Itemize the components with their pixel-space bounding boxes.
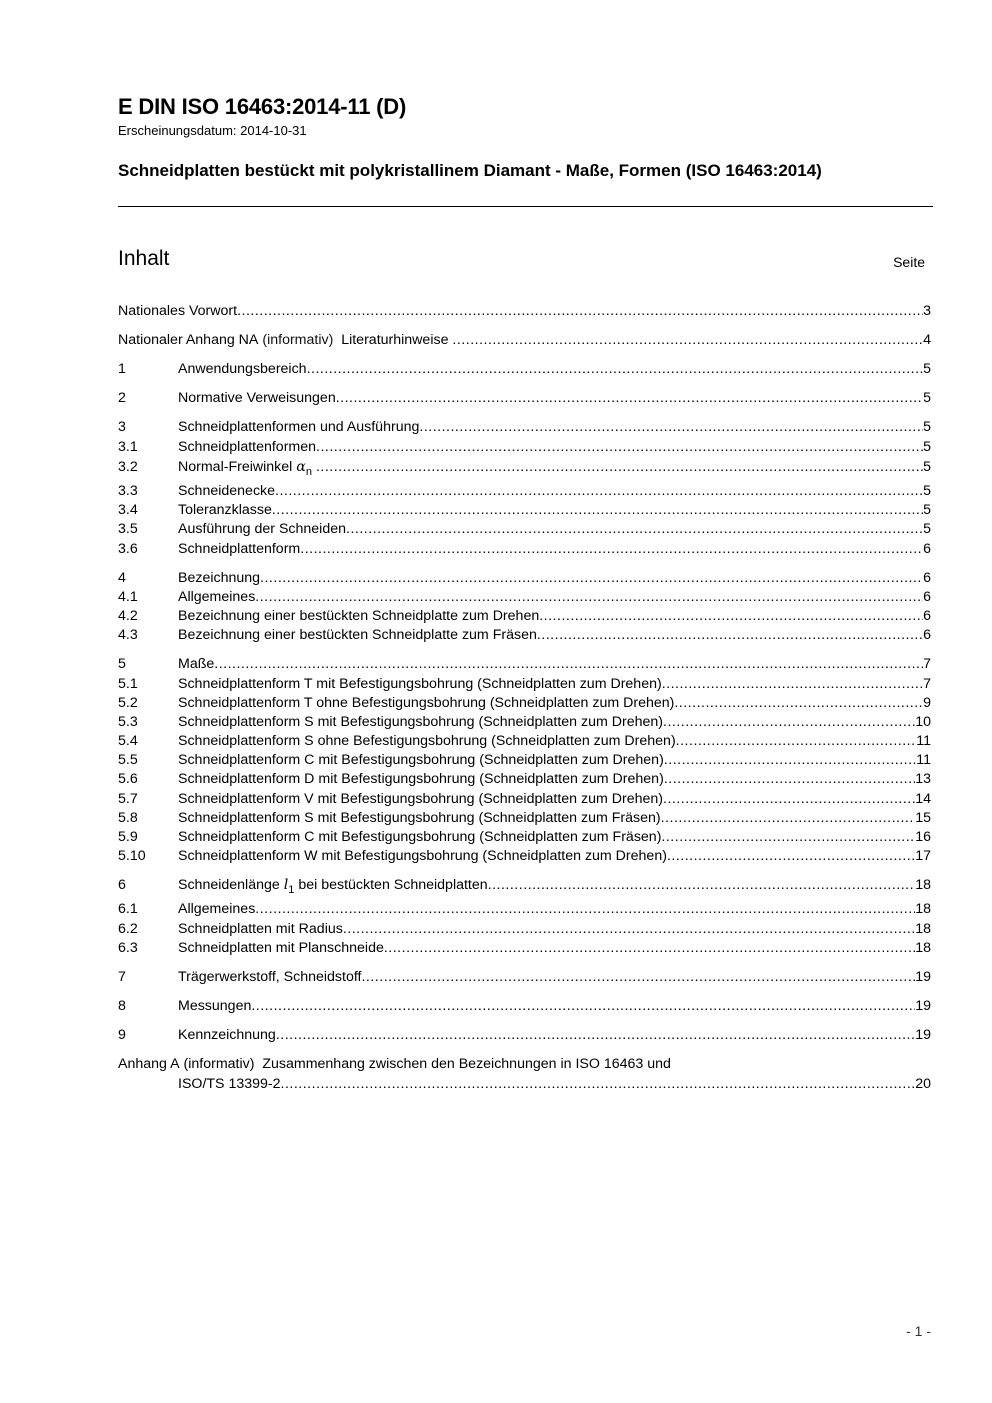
toc-entry-number: 5.2	[118, 695, 138, 711]
toc-entry-page: 5	[923, 419, 931, 435]
toc-leader	[275, 482, 923, 500]
toc-page-label: Seite	[893, 254, 925, 270]
toc-leader	[537, 626, 923, 644]
toc-leader	[676, 732, 917, 750]
toc-leader	[539, 607, 923, 625]
toc-entry-number: 5	[118, 656, 126, 672]
toc-entry-3-5[interactable]	[118, 520, 931, 538]
toc-entry-title: Schneidplattenform S ohne Befestigungsbohrung (Schneidplatten zum Drehen)	[178, 733, 676, 749]
toc-entry-title: Schneidplattenform T mit Befestigungsbohrung (Schneidplatten zum Drehen)	[178, 676, 662, 692]
toc-entry-page: 18	[915, 940, 931, 956]
toc-leader	[272, 501, 923, 519]
toc-entry-page: 13	[915, 771, 931, 787]
annex-title-line-1: Zusammenhang zwischen den Bezeichnungen in ISO 16463 und	[262, 1056, 671, 1072]
toc-entry-page: 19	[915, 1027, 931, 1043]
toc-leader	[674, 694, 923, 712]
alpha-symbol: α	[296, 459, 306, 475]
toc-entry-5-10[interactable]	[118, 847, 931, 865]
toc-entry-page: 5	[923, 483, 931, 499]
toc-entry-page: 5	[923, 361, 931, 377]
toc-leader	[664, 751, 916, 769]
toc-entry-title: Toleranzklasse	[178, 502, 272, 518]
toc-entry-4-1[interactable]	[118, 588, 931, 606]
toc-entry-title: Bezeichnung	[178, 570, 261, 586]
toc-entry-5-8[interactable]	[118, 809, 931, 827]
toc-entry-page: 19	[915, 998, 931, 1014]
symbol-subscript: n	[305, 465, 312, 478]
toc-entry-number: 3.3	[118, 483, 138, 499]
toc-entry-page: 6	[923, 570, 931, 586]
toc-entry-number: 7	[118, 969, 126, 985]
toc-entry-title	[178, 876, 488, 899]
toc-entry-page: 19	[915, 969, 931, 985]
toc-entry-3-1[interactable]	[118, 438, 931, 456]
toc-entry-5-6[interactable]	[118, 770, 931, 788]
toc-entry-number: 3.6	[118, 541, 138, 557]
toc-leader	[663, 713, 915, 731]
toc-entry-title: Allgemeines	[178, 589, 256, 605]
toc-entry-number: 6.3	[118, 940, 138, 956]
toc-entry-page: 6	[923, 541, 931, 557]
toc-entry-title: Schneidplattenform W mit Befestigungsbohrung (Schneidplatten zum Drehen)	[178, 848, 667, 864]
toc-entry-number: 4	[118, 570, 126, 586]
toc-entry-number: 5.6	[118, 771, 138, 787]
toc-entry-page: 5	[923, 502, 931, 518]
toc-entry-page: 5	[923, 521, 931, 537]
toc-entry-5[interactable]	[118, 655, 931, 673]
toc-entry-page: 6	[923, 589, 931, 605]
toc-leader	[276, 1026, 915, 1044]
toc-entry-anhang-a-continued[interactable]	[118, 1075, 931, 1093]
toc-entry-title: Schneidplattenform	[178, 541, 301, 557]
toc-entry-page: 16	[915, 829, 931, 845]
toc-entry-number: 6.1	[118, 901, 138, 917]
toc-entry-5-4[interactable]	[118, 732, 931, 750]
toc-entry-title: Allgemeines	[178, 901, 256, 917]
informative-label: (informativ)	[262, 332, 334, 348]
toc-leader	[452, 331, 923, 349]
toc-entry-7[interactable]	[118, 968, 931, 986]
toc-entry-number: 6	[118, 877, 126, 893]
document-subtitle: Schneidplatten bestückt mit polykristallinem Diamant - Maße, Formen (ISO 16463:2014)	[118, 161, 822, 180]
toc-entry-title	[178, 458, 316, 481]
toc-entry-number: 5.1	[118, 676, 138, 692]
toc-entry-title: Schneidplattenform S mit Befestigungsbohrung (Schneidplatten zum Drehen)	[178, 714, 664, 730]
toc-entry-page: 3	[923, 303, 931, 319]
toc-heading: Inhalt	[118, 247, 170, 270]
toc-entry-6-3[interactable]	[118, 939, 931, 957]
toc-entry-5-7[interactable]	[118, 790, 931, 808]
toc-entry-title: Bezeichnung einer bestückten Schneidplatte zum Drehen	[178, 608, 540, 624]
toc-entry-title: Schneidplatten mit Planschneide	[178, 940, 384, 956]
toc-entry-number: 5.5	[118, 752, 138, 768]
document-title: E DIN ISO 16463:2014-11 (D)	[118, 94, 407, 119]
toc-entry-page: 5	[923, 390, 931, 406]
toc-entry-page: 5	[923, 439, 931, 455]
toc-entry-page: 11	[916, 752, 931, 768]
informative-label: (informativ)	[183, 1056, 255, 1072]
toc-leader	[214, 655, 923, 673]
toc-entry-4[interactable]	[118, 569, 931, 587]
toc-leader	[316, 458, 923, 476]
toc-entry-number: 5.3	[118, 714, 138, 730]
toc-entry-title	[118, 331, 452, 349]
toc-leader	[384, 939, 915, 957]
toc-entry-8[interactable]	[118, 997, 931, 1015]
toc-entry-title: Schneidplattenform T ohne Befestigungsbohrung (Schneidplatten zum Drehen)	[178, 695, 675, 711]
toc-entry-page: 18	[915, 901, 931, 917]
toc-entry-title: Schneidplatten mit Radius	[178, 921, 343, 937]
annex-title-line-2: ISO/TS 13399-2	[178, 1076, 281, 1092]
toc-leader	[661, 809, 916, 827]
toc-entry-page: 18	[915, 877, 931, 893]
toc-entry-3-6[interactable]	[118, 540, 931, 558]
toc-entry-text: Normal-Freiwinkel	[178, 459, 293, 475]
toc-entry-5-2[interactable]	[118, 694, 931, 712]
toc-leader	[336, 389, 923, 407]
toc-entry-title: Schneidplattenform C mit Befestigungsbohrung (Schneidplatten zum Drehen)	[178, 752, 664, 768]
toc-entry-number: 5.7	[118, 791, 138, 807]
toc-entry-number: 5.9	[118, 829, 138, 845]
toc-leader	[488, 876, 916, 894]
toc-entry-page: 7	[923, 656, 931, 672]
toc-entry-title: Schneidplattenformen	[178, 439, 317, 455]
toc-entry-4-2[interactable]	[118, 607, 931, 625]
toc-leader	[346, 520, 923, 538]
toc-leader	[419, 418, 923, 436]
toc-entry-page: 18	[915, 921, 931, 937]
toc-leader	[281, 1075, 916, 1093]
toc-leader	[343, 920, 915, 938]
toc-leader	[251, 997, 915, 1015]
toc-entry-page: 5	[923, 459, 931, 475]
toc-entry-number: 5.8	[118, 810, 138, 826]
toc-leader	[316, 438, 923, 456]
publication-date: Erscheinungsdatum: 2014-10-31	[118, 123, 307, 138]
toc-entry-3-3[interactable]	[118, 482, 931, 500]
toc-leader	[662, 675, 923, 693]
toc-entry-title: Maße	[178, 656, 215, 672]
toc-entry-6-1[interactable]	[118, 900, 931, 918]
toc-entry-5-3[interactable]	[118, 713, 931, 731]
toc-entry-title: Ausführung der Schneiden	[178, 521, 347, 537]
toc-entry-number: 3.1	[118, 439, 138, 455]
toc-entry-number: 4.3	[118, 627, 138, 643]
toc-entry-title: Normative Verweisungen	[178, 390, 336, 406]
toc-entry-page: 20	[915, 1076, 931, 1092]
toc-entry-page: 11	[916, 733, 931, 749]
document-page	[118, 0, 933, 1403]
toc-entry-4-3[interactable]	[118, 626, 931, 644]
toc-leader	[255, 900, 915, 918]
toc-entry-page: 10	[915, 714, 931, 730]
toc-entry-page: 9	[923, 695, 931, 711]
title-divider	[118, 206, 933, 207]
toc-entry-number: 3.5	[118, 521, 138, 537]
toc-entry-vorwort[interactable]	[118, 302, 931, 320]
toc-entry-number: 4.1	[118, 589, 138, 605]
toc-entry-title: Schneidenecke	[178, 483, 276, 499]
toc-leader	[661, 828, 915, 846]
toc-entry-2[interactable]	[118, 389, 931, 407]
toc-entry-title: Kennzeichnung	[178, 1027, 276, 1043]
toc-entry-number: 6.2	[118, 921, 138, 937]
toc-leader	[361, 968, 915, 986]
toc-entry-title: Schneidplattenform V mit Befestigungsbohrung (Schneidplatten zum Drehen)	[178, 791, 664, 807]
annex-label: Nationaler Anhang NA	[118, 332, 259, 348]
toc-leader	[260, 569, 923, 587]
toc-entry-number: 3.2	[118, 459, 138, 475]
toc-leader	[300, 540, 923, 558]
toc-entry-title: Schneidplattenform D mit Befestigungsbohrung (Schneidplatten zum Drehen)	[178, 771, 664, 787]
toc-entry-number: 8	[118, 998, 126, 1014]
toc-entry-page: 6	[923, 608, 931, 624]
toc-entry-page: 6	[923, 627, 931, 643]
toc-entry-title: Trägerwerkstoff, Schneidstoff	[178, 969, 362, 985]
toc-entry-title: Schneidplattenform S mit Befestigungsbohrung (Schneidplatten zum Fräsen)	[178, 810, 661, 826]
toc-leader	[663, 790, 915, 808]
toc-leader	[664, 770, 915, 788]
toc-entry-5-9[interactable]	[118, 828, 931, 846]
toc-entry-anhang-a[interactable]	[118, 1055, 671, 1073]
toc-entry-title: Nationales Vorwort	[118, 303, 238, 319]
toc-entry-3[interactable]	[118, 418, 931, 436]
toc-entry-5-5[interactable]	[118, 751, 931, 769]
toc-entry-page: 17	[915, 848, 931, 864]
toc-entry-text: Schneidenlänge	[178, 877, 280, 893]
toc-entry-6-2[interactable]	[118, 920, 931, 938]
toc-entry-number: 9	[118, 1027, 126, 1043]
toc-entry-page: 4	[923, 332, 931, 348]
length-symbol: l	[283, 877, 289, 893]
toc-entry-title: Schneidplattenformen und Ausführung	[178, 419, 420, 435]
annex-label: Anhang A	[118, 1056, 180, 1072]
toc-entry-number: 3.4	[118, 502, 138, 518]
toc-entry-title: Schneidplattenform C mit Befestigungsbohrung (Schneidplatten zum Fräsen)	[178, 829, 662, 845]
toc-entry-title: Messungen	[178, 998, 252, 1014]
toc-entry-page: 14	[915, 791, 931, 807]
toc-leader	[255, 588, 923, 606]
symbol-subscript: 1	[288, 883, 295, 896]
toc-entry-number: 5.10	[118, 848, 146, 864]
toc-entry-page: 15	[915, 810, 931, 826]
page-number: - 1 -	[906, 1323, 931, 1339]
toc-entry-title: Bezeichnung einer bestückten Schneidplatte zum Fräsen	[178, 627, 537, 643]
toc-entry-number: 4.2	[118, 608, 138, 624]
toc-leader	[307, 360, 924, 378]
toc-leader	[667, 847, 915, 865]
toc-entry-3-2[interactable]	[118, 458, 931, 476]
toc-entry-9[interactable]	[118, 1026, 931, 1044]
annex-title: Literaturhinweise	[341, 332, 449, 348]
toc-entry-3-4[interactable]	[118, 501, 931, 519]
toc-entry-number: 2	[118, 390, 126, 406]
toc-entry-nationaler-anhang[interactable]	[118, 331, 931, 349]
toc-entry-number: 3	[118, 419, 126, 435]
toc-entry-number: 1	[118, 361, 126, 377]
toc-leader	[237, 302, 923, 320]
toc-entry-number: 5.4	[118, 733, 138, 749]
toc-entry-6[interactable]	[118, 876, 931, 894]
toc-entry-page: 7	[923, 676, 931, 692]
toc-entry-title: Anwendungsbereich	[178, 361, 307, 377]
toc-entry-5-1[interactable]	[118, 675, 931, 693]
toc-entry-1[interactable]	[118, 360, 931, 378]
toc-entry-text: bei bestückten Schneidplatten	[298, 877, 488, 893]
